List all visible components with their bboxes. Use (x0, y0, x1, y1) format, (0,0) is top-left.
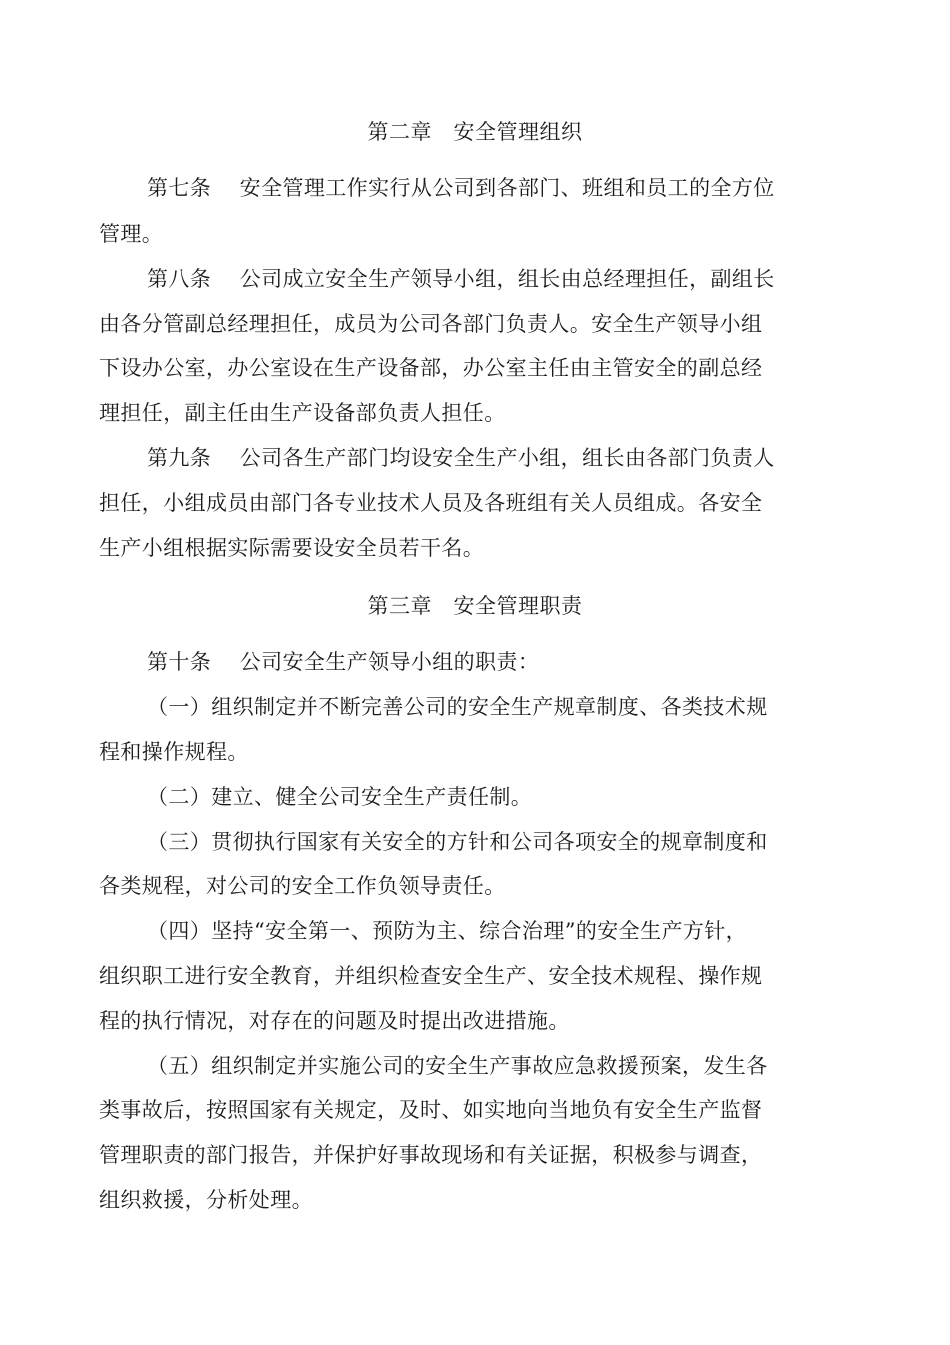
duty-item-5-line-1: （五）组织制定并实施公司的安全生产事故应急救援预案，发生各 (147, 1054, 768, 1078)
duty-item-1-line-2: 程和操作规程。 (99, 740, 249, 764)
article-8-line-4: 理担任，副主任由生产设备部负责人担任。 (99, 401, 506, 425)
article-8-line-1: 第八条 公司成立安全生产领导小组，组长由总经理担任，副组长 (147, 267, 775, 291)
duty-item-4-line-1: （四）坚持“安全第一、预防为主、综合治理”的安全生产方针， (147, 919, 748, 943)
article-7-line-1: 第七条 安全管理工作实行从公司到各部门、班组和员工的全方位 (147, 176, 775, 200)
duty-item-3-line-2: 各类规程，对公司的安全工作负领导责任。 (99, 874, 506, 898)
duty-item-5-line-2: 类事故后，按照国家有关规定，及时、如实地向当地负有安全生产监督 (99, 1098, 763, 1122)
article-9-line-2: 担任，小组成员由部门各专业技术人员及各班组有关人员组成。各安全 (99, 491, 763, 515)
duty-item-5-line-4: 组织救援，分析处理。 (99, 1188, 313, 1212)
duty-item-3-line-1: （三）贯彻执行国家有关安全的方针和公司各项安全的规章制度和 (147, 830, 768, 854)
article-10-line-1: 第十条 公司安全生产领导小组的职责： (147, 650, 540, 674)
chapter-2-heading: 第二章 安全管理组织 (367, 120, 583, 144)
article-9-line-3: 生产小组根据实际需要设安全员若干名。 (99, 536, 485, 560)
chapter-3-heading: 第三章 安全管理职责 (367, 594, 583, 618)
duty-item-4-line-3: 程的执行情况，对存在的问题及时提出改进措施。 (99, 1009, 570, 1033)
duty-item-4-line-2: 组织职工进行安全教育，并组织检查安全生产、安全技术规程、操作规 (99, 964, 763, 988)
duty-item-2-line-1: （二）建立、健全公司安全生产责任制。 (147, 785, 533, 809)
article-8-line-3: 下设办公室，办公室设在生产设备部，办公室主任由主管安全的副总经 (99, 356, 763, 380)
article-8-line-2: 由各分管副总经理担任，成员为公司各部门负责人。安全生产领导小组 (99, 312, 763, 336)
article-9-line-1: 第九条 公司各生产部门均设安全生产小组，组长由各部门负责人 (147, 446, 775, 470)
article-7-line-2: 管理。 (99, 222, 164, 246)
duty-item-5-line-3: 管理职责的部门报告，并保护好事故现场和有关证据，积极参与调查， (99, 1143, 763, 1167)
duty-item-1-line-1: （一）组织制定并不断完善公司的安全生产规章制度、各类技术规 (147, 695, 768, 719)
